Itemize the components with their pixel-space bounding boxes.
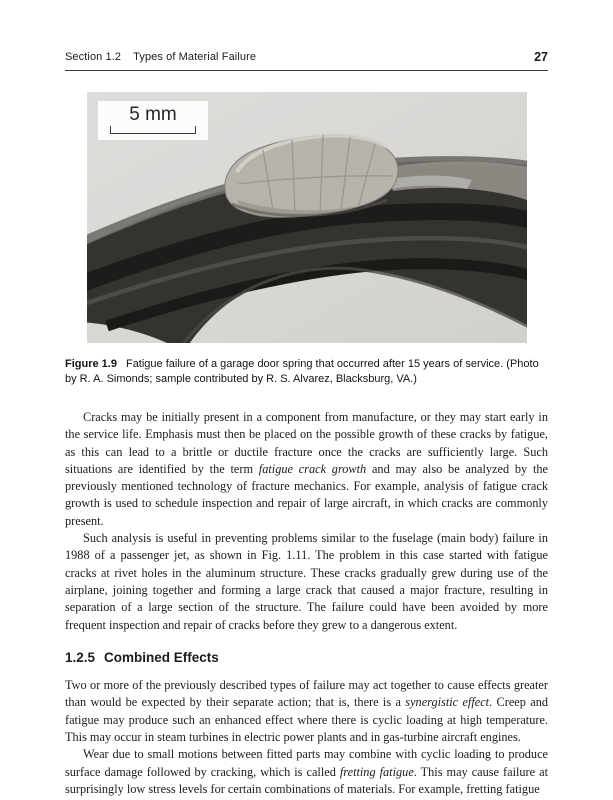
subheading-title: Combined Effects xyxy=(104,649,219,665)
text-run: . Creep and fatigue may produce such an enhanced effect where there is cyclic loading at high temperature. This may occur in steam turbines in electric power plants and in gas-turbine aircraft engines. xyxy=(65,695,548,745)
italic-term: synergistic effect xyxy=(405,695,490,710)
scale-bar xyxy=(98,101,208,140)
paragraph-group-before-heading xyxy=(65,409,548,634)
figure-caption-text: Fatigue failure of a garage door spring that occurred after 15 years of service. (Photo by R. A. Simonds; sample contributed by R. S. Alvarez, Blacksburg, VA.) xyxy=(65,358,539,385)
figure-caption-label: Figure 1.9 xyxy=(65,358,117,370)
running-header-title xyxy=(65,50,256,65)
text-run: and may also be analyzed by the previously mentioned technology of fracture mechanics. For example, analysis of fatigue crack growth is used to schedule inspection and repair of large aircraft, in which cracks are commonly present. xyxy=(65,461,548,528)
running-header xyxy=(65,50,548,71)
scale-bar-bracket xyxy=(110,126,196,134)
scale-bar-label: 5 mm xyxy=(129,104,177,125)
text-run: Wear due to small motions between fitted parts may combine with cyclic loading to produce surface damage followed by cracking, which is called xyxy=(65,747,548,779)
section-number: Section 1.2 xyxy=(65,51,122,63)
paragraph xyxy=(65,677,548,746)
page-number: 27 xyxy=(534,50,548,64)
figure-photo xyxy=(87,92,527,343)
italic-term: fatigue crack growth xyxy=(258,461,367,476)
italic-term: fretting fatigue xyxy=(339,764,414,779)
text-run: . This may cause failure at surprisingly low stress levels for certain combinations of materials. For example, fretting fatigue xyxy=(65,764,548,796)
subheading-number: 1.2.5 xyxy=(65,649,96,665)
section-title: Types of Material Failure xyxy=(133,51,257,63)
text-run: Two or more of the previously described types of failure may act together to cause effects greater than would be expected by their separate action; that is, there is a xyxy=(65,678,548,710)
figure-caption xyxy=(65,357,548,386)
text-run: Cracks may be initially present in a component from manufacture, or they may start early in the service life. Emphasis must then be placed on the possible growth of these cracks by fatigue, as this can lead to a brittle or ductile fracture once the cracks are sufficiently large. Such situations are identified by the term xyxy=(65,410,548,476)
body-text xyxy=(65,409,548,798)
text-run: Such analysis is useful in preventing problems similar to the fuselage (main body) failure in 1988 of a passenger jet, as shown in Fig. 1.11. The problem in this case started with fatigue cracks at rivet holes in the aluminum structure. These cracks gradually grew during use of the airplane, joining together and forming a large crack that caused a major fracture, resulting in separation of a large section of the structure. The failure could have been avoided by more frequent inspection and repair of cracks before they grew to a dangerous extent. xyxy=(65,531,548,632)
paragraph xyxy=(65,530,548,634)
section-subheading xyxy=(65,649,548,666)
paragraph-group-after-heading xyxy=(65,677,548,798)
paragraph xyxy=(65,409,548,530)
paragraph xyxy=(65,746,548,798)
